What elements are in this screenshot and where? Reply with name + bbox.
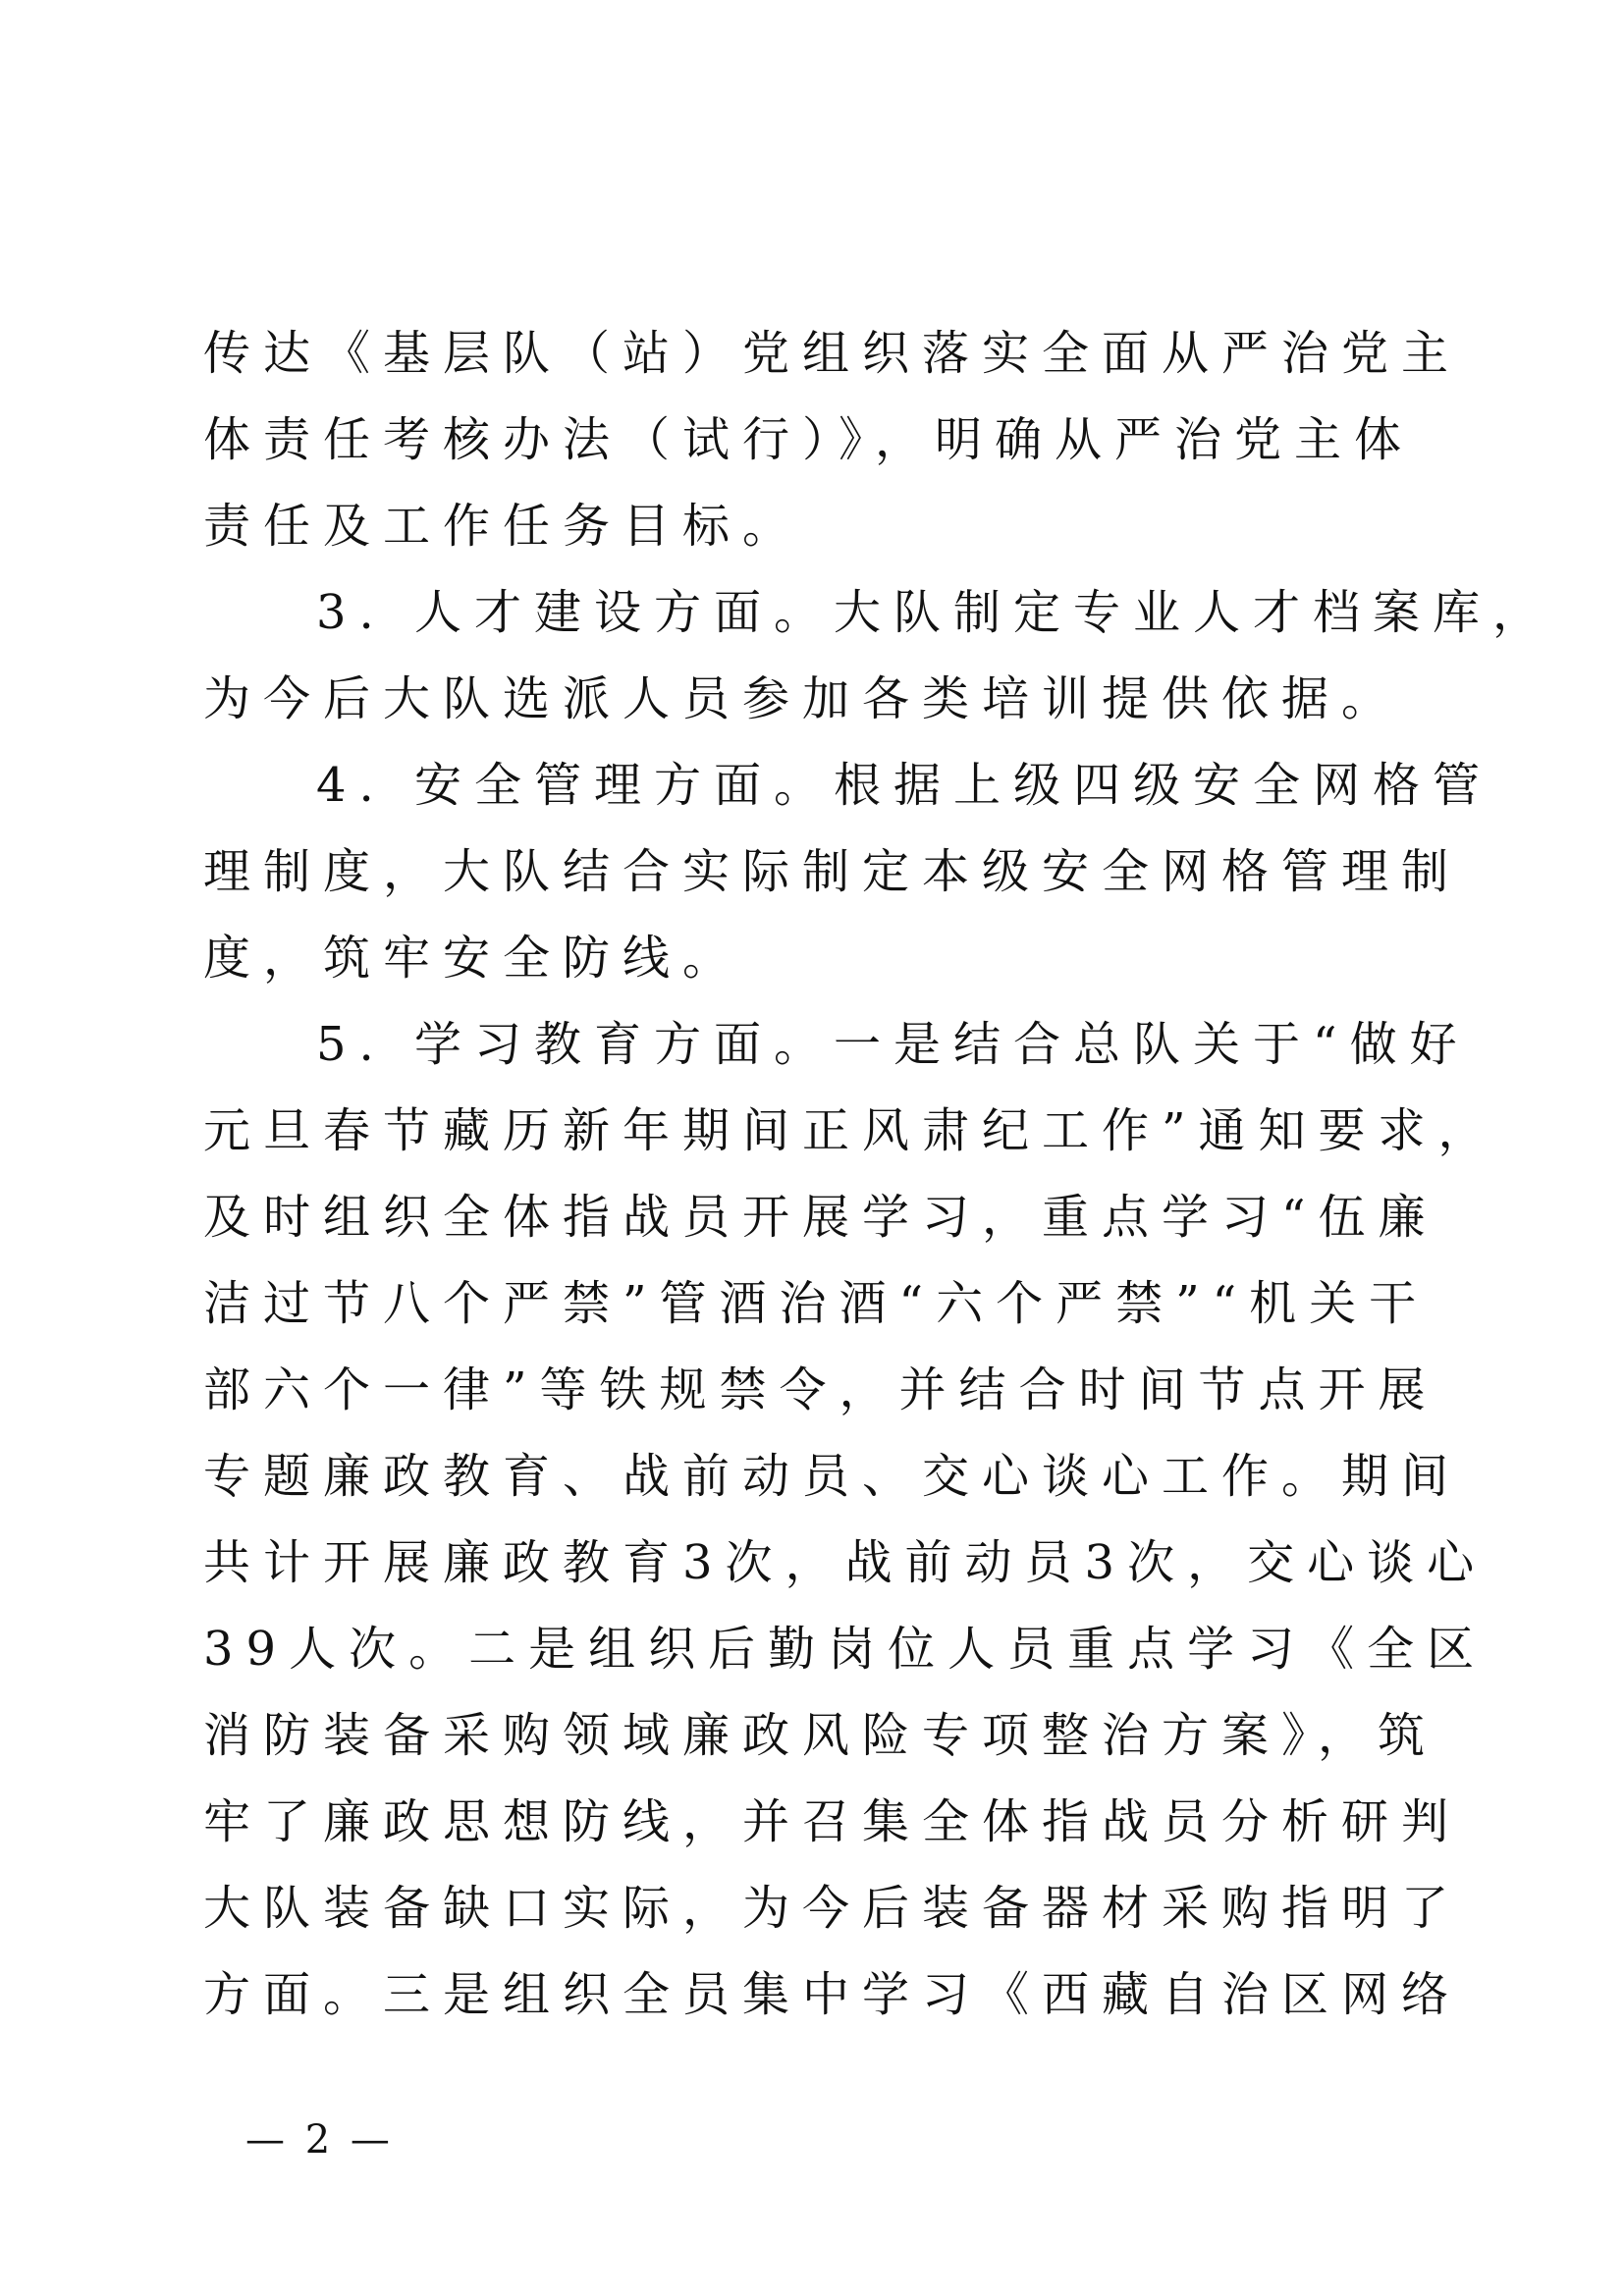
text-line: 及时组织全体指战员开展学习，重点学习“伍廉 (203, 1190, 1438, 1245)
text-line: 牢了廉政思想防线，并召集全体指战员分析研判 (203, 1794, 1462, 1849)
text-line: 元旦春节藏历新年期间正风肃纪工作”通知要求， (203, 1103, 1498, 1158)
text-line: 洁过节八个严禁”管酒治酒“六个严禁”“机关干 (203, 1276, 1430, 1331)
text-line: 体责任考核办法（试行）》，明确从严治党主体 (203, 412, 1415, 467)
text-line: 消防装备采购领域廉政风险专项整治方案》，筑 (203, 1708, 1438, 1763)
text-line: 39人次。二是组织后勤岗位人员重点学习《全区 (203, 1622, 1488, 1677)
text-line: 方面。三是组织全员集中学习《西藏自治区网络 (203, 1967, 1462, 2022)
text-line: 3. 人才建设方面。大队制定专业人才档案库， (316, 585, 1553, 640)
text-line: 专题廉政教育、战前动员、交心谈心工作。期间 (203, 1449, 1462, 1504)
text-line: 传达《基层队（站）党组织落实全面从严治党主 (203, 326, 1462, 381)
text-line: 为今后大队选派人员参加各类培训提供依据。 (203, 671, 1402, 726)
text-line: 理制度，大队结合实际制定本级安全网格管理制 (203, 844, 1462, 899)
text-line: 4. 安全管理方面。根据上级四级安全网格管 (316, 758, 1493, 813)
text-line: 大队装备缺口实际，为今后装备器材采购指明了 (203, 1881, 1462, 1936)
text-line: 5. 学习教育方面。一是结合总队关于“做好 (316, 1017, 1470, 1072)
page-number: — 2 — (245, 2117, 394, 2163)
text-line: 部六个一律”等铁规禁令，并结合时间节点开展 (203, 1362, 1438, 1417)
text-line: 共计开展廉政教育3次，战前动员3次，交心谈心 (203, 1535, 1488, 1590)
text-line: 度，筑牢安全防线。 (203, 931, 743, 986)
text-line: 责任及工作任务目标。 (203, 499, 803, 554)
